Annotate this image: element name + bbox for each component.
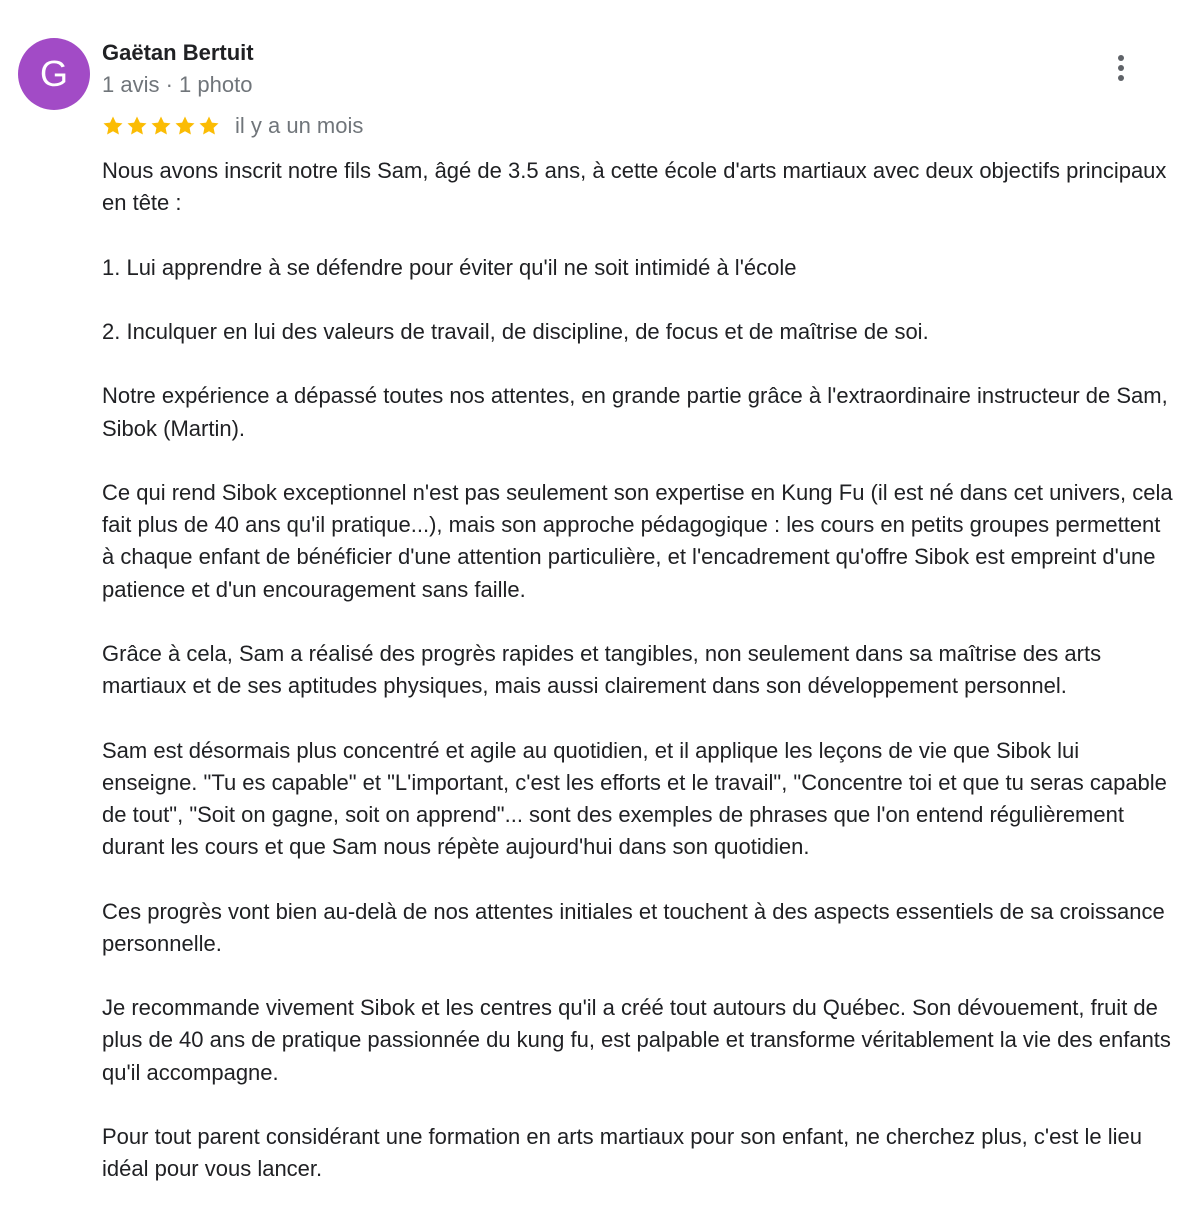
review-paragraph: Grâce à cela, Sam a réalisé des progrès rapides et tangibles, non seulement dans sa maîtrise des arts martiaux et de ses aptitudes physiques, mais aussi clairement dans son développement personnel.: [102, 640, 1102, 699]
author-name[interactable]: Gaëtan Bertuit: [102, 40, 254, 65]
review-paragraph: Nous avons inscrit notre fils Sam, âgé de 3.5 ans, à cette école d'arts martiaux avec deux objectifs principaux en tête :: [102, 158, 1167, 216]
review-paragraph: Ce qui rend Sibok exceptionnel n'est pas seulement son expertise en Kung Fu (il est né dans cet univers, cela fait plus de 40 ans qu'il pratique...), mais son approche pédagogique : les cours en petits groupes permettent à chaque enfant de bénéficier d'une attention particulière, et l'encadrement qu'offre Sibok est empreint d'une patience et d'un encouragement sans faille.: [102, 479, 1173, 602]
star-icon: [125, 114, 149, 138]
author-meta: 1 avis · 1 photo: [102, 72, 253, 97]
more-vert-icon: [1118, 55, 1124, 61]
review-paragraph: Ces progrès vont bien au-delà de nos attentes initiales et touchent à des aspects essentiels de sa croissance personnelle.: [102, 898, 1165, 956]
review-paragraph: 2. Inculquer en lui des valeurs de travail, de discipline, de focus et de maîtrise de soi.: [102, 318, 929, 344]
review-paragraph: Je recommande vivement Sibok et les centres qu'il a créé tout autours du Québec. Son dévouement, fruit de plus de 40 ans de pratique passionnée du kung fu, est palpable et transforme véritablement la vie des enfants qu'il accompagne.: [102, 995, 1171, 1085]
review-paragraph: Sam est désormais plus concentré et agile au quotidien, et il applique les leçons de vie que Sibok lui enseigne. "Tu es capable" et "L'important, c'est les efforts et le travail", "Concentre toi et que tu seras capable de tout", "Soit on gagne, soit on apprend"... sont des exemples de phrases que l'on entend régulièrement durant les cours et que Sam nous répète aujourd'hui dans son quotidien.: [102, 737, 1167, 860]
star-icon: [197, 114, 221, 138]
avatar-initial: G: [39, 53, 68, 94]
avatar[interactable]: [18, 38, 90, 110]
star-rating: [101, 114, 221, 138]
review-paragraph: Pour tout parent considérant une formation en arts martiaux pour son enfant, ne cherchez plus, c'est le lieu idéal pour vous lancer.: [102, 1123, 1143, 1182]
more-options-button[interactable]: [1106, 50, 1136, 86]
review-paragraph: 1. Lui apprendre à se défendre pour éviter qu'il ne soit intimidé à l'école: [102, 254, 797, 280]
star-icon: [173, 114, 197, 138]
review-date: il y a un mois: [235, 113, 364, 138]
rating-row: [101, 111, 363, 141]
star-icon: [101, 114, 125, 138]
review-paragraph: Notre expérience a dépassé toutes nos attentes, en grande partie grâce à l'extraordinaire instructeur de Sam, Sibok (Martin).: [102, 383, 1168, 441]
review-text: [102, 155, 1174, 1185]
star-icon: [149, 114, 173, 138]
